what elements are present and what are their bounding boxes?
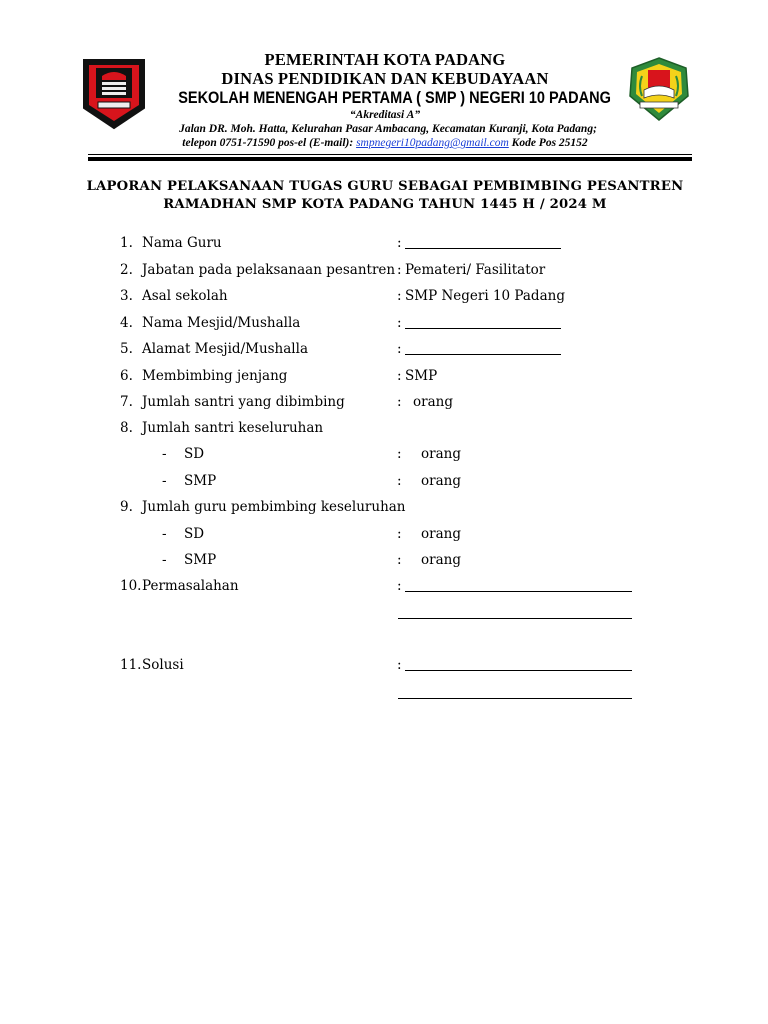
solusi-blank-line-2[interactable] [398, 698, 632, 699]
letterhead-postal-code: Kode Pos 25152 [508, 137, 588, 149]
item-number: 4. [120, 315, 133, 331]
colon: : [397, 315, 402, 331]
item-label: Membimbing jenjang [142, 368, 288, 384]
letterhead-department: DINAS PENDIDIKAN DAN KEBUDAYAAN [221, 69, 549, 88]
colon: : [397, 394, 402, 410]
guru-sd-unit: orang [421, 526, 461, 542]
document-title-line-2: RAMADHAN SMP KOTA PADANG TAHUN 1445 H / 2024 M [163, 197, 607, 212]
letterhead-government: PEMERINTAH KOTA PADANG [264, 50, 506, 69]
school-emblem-icon [628, 56, 690, 122]
letterhead-school-name: SEKOLAH MENENGAH PERTAMA ( SMP ) NEGERI 10 PADANG [178, 89, 611, 107]
guru-smp-unit: orang [421, 552, 461, 568]
letterhead-contact [150, 136, 620, 150]
colon: : [397, 368, 402, 384]
item-number: 2. [120, 262, 133, 278]
sub-label: SD [184, 446, 205, 462]
document-title [80, 178, 690, 214]
item-number: 1. [120, 235, 133, 251]
sub-bullet: - [162, 552, 167, 568]
colon: : [397, 262, 402, 278]
colon: : [397, 526, 402, 542]
document-title-line-1: LAPORAN PELAKSANAAN TUGAS GURU SEBAGAI PEMBIMBING PESANTREN [86, 179, 684, 194]
item-label: Nama Mesjid/Mushalla [142, 315, 301, 331]
item-number: 10. [120, 578, 142, 594]
sub-bullet: - [162, 526, 167, 542]
santri-smp-unit: orang [421, 473, 461, 489]
item-label: Jabatan pada pelaksanaan pesantren [142, 262, 396, 278]
letterhead-phone: telepon 0751-71590 pos-el (E-mail): [182, 137, 357, 149]
colon: : [397, 446, 402, 462]
sub-label: SMP [184, 552, 217, 568]
jenjang-value: SMP [405, 368, 438, 384]
item-label: Jumlah santri yang dibimbing [142, 394, 345, 410]
colon: : [397, 578, 402, 594]
item-label: Jumlah santri keseluruhan [142, 420, 324, 436]
sub-bullet: - [162, 446, 167, 462]
letterhead-address: Jalan DR. Moh. Hatta, Kelurahan Pasar Ambacang, Kecamatan Kuranji, Kota Padang; [179, 123, 597, 135]
colon: : [397, 288, 402, 304]
permasalahan-blank-line-2[interactable] [398, 618, 632, 619]
item-label: Nama Guru [142, 235, 222, 251]
letterhead-accreditation: “Akreditasi A” [349, 109, 421, 121]
item-label: Solusi [142, 657, 184, 673]
permasalahan-blank-line-1[interactable] [405, 591, 632, 592]
asal-sekolah-value: SMP Negeri 10 Padang [405, 288, 565, 304]
item-label: Jumlah guru pembimbing keseluruhan [142, 499, 406, 515]
item-label: Permasalahan [142, 578, 239, 594]
item-number: 7. [120, 394, 133, 410]
email-link[interactable]: smpnegeri10padang@gmail.com [356, 137, 509, 149]
kota-padang-crest-icon [82, 58, 146, 130]
letterhead [0, 0, 768, 170]
sub-label: SMP [184, 473, 217, 489]
sub-label: SD [184, 526, 205, 542]
item-number: 6. [120, 368, 133, 384]
colon: : [397, 341, 402, 357]
item-number: 9. [120, 499, 133, 515]
item-label: Asal sekolah [142, 288, 228, 304]
colon: : [397, 657, 402, 673]
item-number: 8. [120, 420, 133, 436]
item-number: 3. [120, 288, 133, 304]
santri-dibimbing-unit: orang [413, 394, 453, 410]
alamat-mesjid-blank-line[interactable] [405, 354, 561, 355]
item-label: Alamat Mesjid/Mushalla [142, 341, 308, 357]
letterhead-divider-thick [88, 157, 692, 161]
item-number: 11. [120, 657, 142, 673]
letterhead-divider-thin [88, 154, 692, 155]
sub-bullet: - [162, 473, 167, 489]
jabatan-value: Pemateri/ Fasilitator [405, 262, 546, 278]
item-number: 5. [120, 341, 133, 357]
colon: : [397, 473, 402, 489]
solusi-blank-line-1[interactable] [405, 670, 632, 671]
santri-sd-unit: orang [421, 446, 461, 462]
colon: : [397, 552, 402, 568]
letterhead-text [150, 50, 620, 150]
nama-mesjid-blank-line[interactable] [405, 328, 561, 329]
colon: : [397, 235, 402, 251]
nama-guru-blank-line[interactable] [405, 248, 561, 249]
